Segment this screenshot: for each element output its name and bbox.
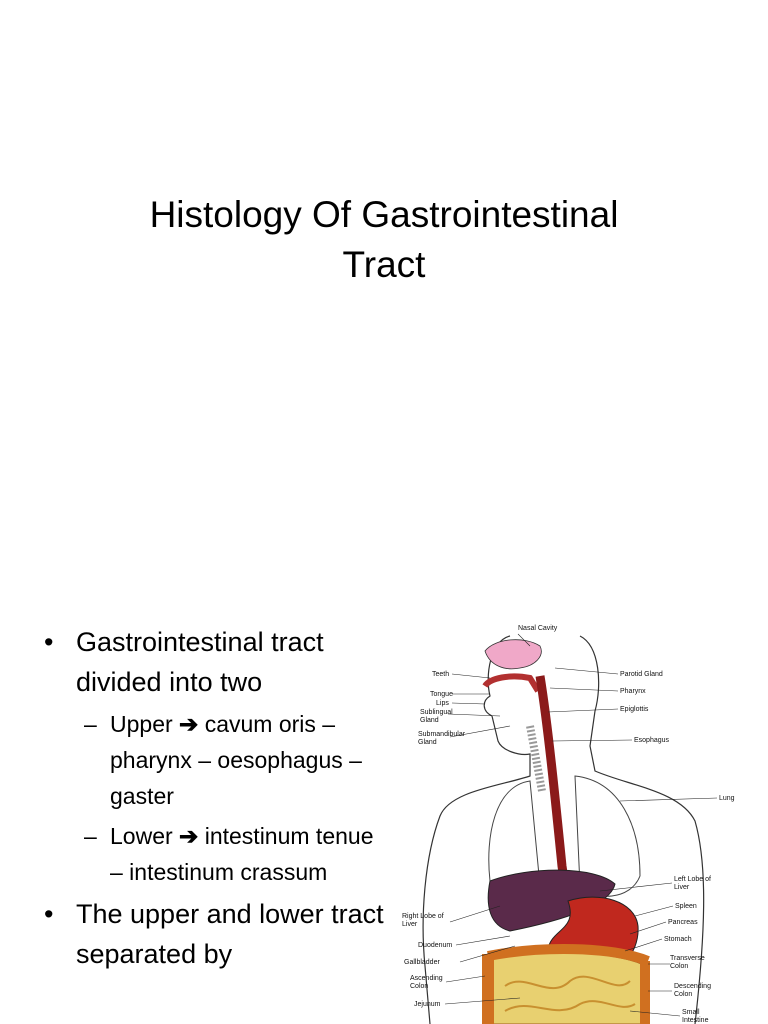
label-descending-2: Colon bbox=[674, 991, 693, 998]
bullet-text: The upper and lower tract separated by bbox=[76, 899, 384, 969]
bullet-marker: • bbox=[44, 899, 54, 929]
label-nasal-cavity: Nasal Cavity bbox=[518, 625, 558, 632]
label-ascending: Ascending bbox=[410, 975, 443, 982]
label-right-lobe-2: Liver bbox=[402, 921, 418, 928]
label-tongue: Tongue bbox=[430, 691, 453, 698]
bullet-text: Gastrointestinal tract divided into two bbox=[76, 627, 324, 697]
bullet-item bbox=[40, 894, 390, 974]
sub-bullet-text: cavum oris – pharynx – oesophagus – gaster bbox=[110, 711, 362, 809]
bullet-item bbox=[40, 622, 390, 702]
anatomy-illustration bbox=[390, 616, 742, 1024]
bullet-list bbox=[40, 622, 390, 978]
sub-bullet-term: Upper bbox=[110, 711, 173, 737]
label-ascending-2: Colon bbox=[410, 983, 429, 990]
label-right-lobe: Right Lobe of bbox=[402, 913, 444, 920]
arrow-icon: ➔ bbox=[179, 823, 199, 849]
label-jejunum: Jejunum bbox=[414, 1001, 441, 1008]
sub-bullet-item bbox=[40, 706, 390, 814]
sub-bullet-marker: – bbox=[84, 823, 97, 849]
label-duodenum: Duodenum bbox=[418, 942, 453, 949]
label-sublingual-2: Gland bbox=[420, 717, 439, 724]
label-lips: Lips bbox=[436, 700, 449, 707]
digestive-system-diagram bbox=[390, 616, 742, 1024]
label-pharynx: Pharynx bbox=[620, 688, 646, 695]
sub-bullet-text: intestinum tenue – intestinum crassum bbox=[110, 823, 374, 885]
label-lung: Lung bbox=[719, 795, 735, 802]
label-left-lobe: Left Lobe of bbox=[674, 876, 711, 883]
label-parotid: Parotid Gland bbox=[620, 671, 663, 678]
label-transverse: Transverse bbox=[670, 955, 705, 962]
sub-bullet-marker: – bbox=[84, 711, 97, 737]
label-pancreas: Pancreas bbox=[668, 919, 698, 926]
label-transverse-2: Colon bbox=[670, 963, 689, 970]
content-slide bbox=[0, 576, 768, 1024]
label-gallbladder: Gallbladder bbox=[404, 959, 440, 966]
label-esophagus: Esophagus bbox=[634, 737, 670, 744]
label-spleen: Spleen bbox=[675, 903, 697, 910]
arrow-icon: ➔ bbox=[179, 711, 199, 737]
label-left-lobe-2: Liver bbox=[674, 884, 690, 891]
label-teeth: Teeth bbox=[432, 671, 450, 678]
label-small-intestine-2: Intestine bbox=[682, 1017, 709, 1024]
label-sublingual: Sublingual bbox=[420, 709, 453, 716]
label-submandibular-2: Gland bbox=[418, 739, 437, 746]
bullet-marker: • bbox=[44, 627, 54, 657]
label-epiglottis: Epiglottis bbox=[620, 706, 649, 713]
title-line-1: Histology Of Gastrointestinal bbox=[149, 194, 619, 235]
slide-title bbox=[60, 190, 708, 290]
title-line-2: Tract bbox=[342, 244, 426, 285]
label-stomach: Stomach bbox=[664, 936, 692, 943]
sub-bullet-item bbox=[40, 818, 390, 890]
label-descending: Descending bbox=[674, 983, 711, 990]
sub-bullet-term: Lower bbox=[110, 823, 173, 849]
label-submandibular: Submandibular bbox=[418, 731, 466, 738]
label-small-intestine: Small bbox=[682, 1009, 700, 1016]
